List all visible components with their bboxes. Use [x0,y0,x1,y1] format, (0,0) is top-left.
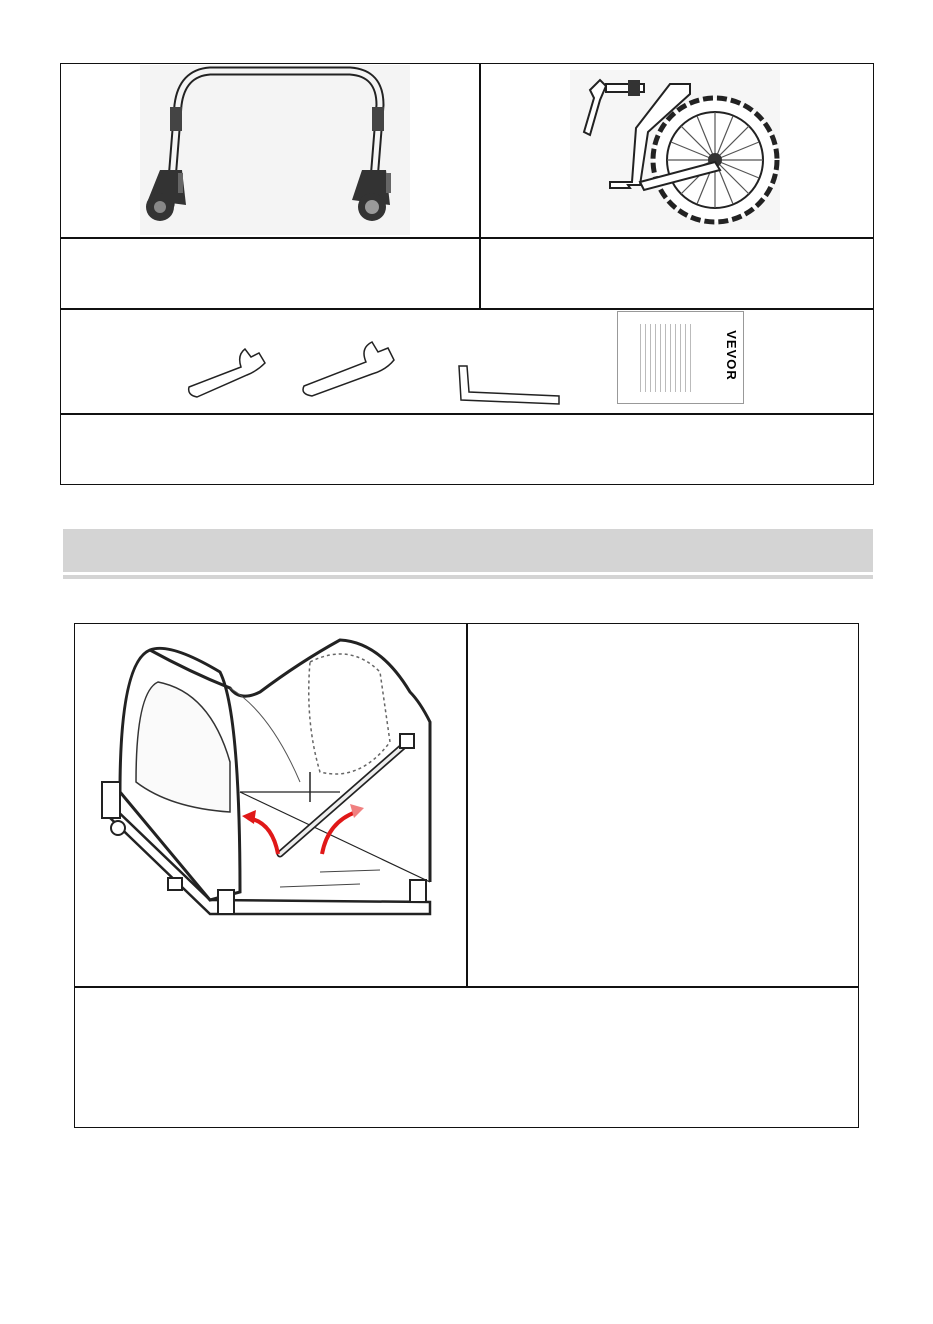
section-header-bar [63,529,873,572]
parts-table-divider [60,413,874,415]
manual-icon [617,311,744,404]
step-table-divider [466,623,468,987]
section-title [63,529,873,551]
trailer-frame-unfolding-illustration [100,632,440,932]
parts-table-divider [60,308,874,310]
step-note [88,1000,848,1110]
manual-brand-logo: VEVOR [723,330,739,381]
wrench-small-icon [185,345,270,400]
allen-key-icon [455,362,565,407]
step-table-divider [74,986,859,988]
step-description [480,640,845,970]
handlebar-caption [70,250,470,300]
wheel-and-tow-arm-illustration [570,70,780,230]
tools-caption [70,425,865,475]
wrench-large-icon [300,340,400,400]
handlebar-illustration [140,65,410,235]
manual-text-lines [640,324,692,392]
parts-table-divider [60,237,874,239]
wheel-caption [490,250,865,300]
parts-table-divider [479,63,481,308]
section-header-rule [63,575,873,579]
